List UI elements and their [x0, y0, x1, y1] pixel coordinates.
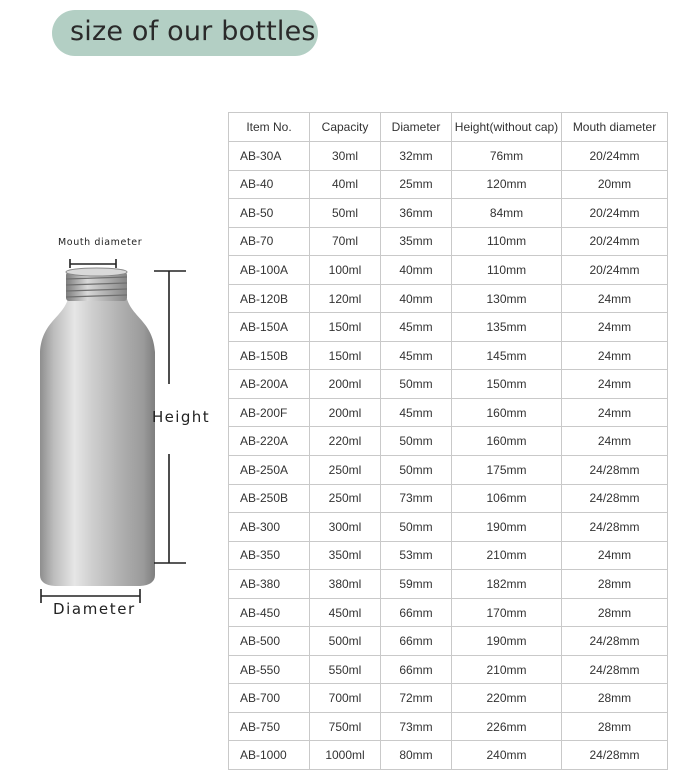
cell-item: AB-450 [229, 598, 310, 627]
cell-diameter: 72mm [381, 684, 452, 713]
cell-height: 160mm [452, 427, 562, 456]
cell-height: 210mm [452, 541, 562, 570]
table-row [229, 655, 668, 684]
cell-mouth: 20/24mm [562, 142, 668, 171]
cell-height: 76mm [452, 142, 562, 171]
cell-diameter: 66mm [381, 598, 452, 627]
table-header-row [229, 113, 668, 142]
cell-mouth: 24mm [562, 341, 668, 370]
height-label: Height [152, 408, 210, 426]
cell-height: 175mm [452, 456, 562, 485]
cell-item: AB-150A [229, 313, 310, 342]
table-row [229, 456, 668, 485]
cell-mouth: 24mm [562, 541, 668, 570]
cell-height: 182mm [452, 570, 562, 599]
cell-diameter: 66mm [381, 655, 452, 684]
cell-capacity: 150ml [310, 313, 381, 342]
cell-height: 120mm [452, 170, 562, 199]
cell-mouth: 28mm [562, 684, 668, 713]
cell-height: 160mm [452, 398, 562, 427]
mouth-diameter-label: Mouth diameter [58, 237, 143, 248]
table-row [229, 284, 668, 313]
table-row [229, 598, 668, 627]
bottle-illustration [0, 0, 225, 779]
cell-capacity: 380ml [310, 570, 381, 599]
cell-item: AB-550 [229, 655, 310, 684]
cell-mouth: 24/28mm [562, 513, 668, 542]
cell-item: AB-220A [229, 427, 310, 456]
cell-item: AB-700 [229, 684, 310, 713]
cell-diameter: 73mm [381, 484, 452, 513]
cell-height: 110mm [452, 227, 562, 256]
cell-item: AB-250A [229, 456, 310, 485]
cell-height: 170mm [452, 598, 562, 627]
cell-capacity: 750ml [310, 712, 381, 741]
cell-diameter: 40mm [381, 284, 452, 313]
cell-item: AB-50 [229, 199, 310, 228]
cell-height: 190mm [452, 513, 562, 542]
cell-diameter: 50mm [381, 427, 452, 456]
cell-item: AB-750 [229, 712, 310, 741]
cell-diameter: 59mm [381, 570, 452, 599]
table-row [229, 513, 668, 542]
cell-capacity: 40ml [310, 170, 381, 199]
cell-mouth: 28mm [562, 712, 668, 741]
cell-diameter: 50mm [381, 456, 452, 485]
cell-height: 150mm [452, 370, 562, 399]
cell-capacity: 150ml [310, 341, 381, 370]
cell-item: AB-380 [229, 570, 310, 599]
bottle-body [40, 299, 155, 586]
cell-capacity: 250ml [310, 456, 381, 485]
table-row [229, 627, 668, 656]
cell-mouth: 24/28mm [562, 655, 668, 684]
cell-item: AB-300 [229, 513, 310, 542]
col-header-height: Height(without cap) [452, 113, 562, 142]
cell-capacity: 300ml [310, 513, 381, 542]
table-row [229, 199, 668, 228]
cell-mouth: 20/24mm [562, 256, 668, 285]
col-header-diameter: Diameter [381, 113, 452, 142]
cell-diameter: 36mm [381, 199, 452, 228]
cell-item: AB-40 [229, 170, 310, 199]
cell-mouth: 24/28mm [562, 484, 668, 513]
size-table [228, 112, 668, 770]
cell-mouth: 24mm [562, 284, 668, 313]
cell-capacity: 100ml [310, 256, 381, 285]
bottle-diagram [0, 0, 225, 779]
table-row [229, 541, 668, 570]
cell-capacity: 250ml [310, 484, 381, 513]
cell-capacity: 550ml [310, 655, 381, 684]
col-header-mouth: Mouth diameter [562, 113, 668, 142]
table-row [229, 427, 668, 456]
table-row [229, 712, 668, 741]
mouth-dimension [70, 259, 116, 268]
diameter-label: Diameter [53, 600, 136, 618]
cell-item: AB-500 [229, 627, 310, 656]
table-row [229, 684, 668, 713]
cell-height: 84mm [452, 199, 562, 228]
cell-item: AB-100A [229, 256, 310, 285]
table-row [229, 256, 668, 285]
cell-diameter: 35mm [381, 227, 452, 256]
table-row [229, 370, 668, 399]
cell-mouth: 24mm [562, 370, 668, 399]
cell-mouth: 20mm [562, 170, 668, 199]
cell-capacity: 50ml [310, 199, 381, 228]
cell-item: AB-120B [229, 284, 310, 313]
cell-mouth: 20/24mm [562, 227, 668, 256]
cell-item: AB-150B [229, 341, 310, 370]
cell-diameter: 50mm [381, 370, 452, 399]
cell-diameter: 45mm [381, 398, 452, 427]
cell-height: 130mm [452, 284, 562, 313]
bottle-mouth [66, 268, 127, 276]
table-row [229, 170, 668, 199]
table-body [229, 142, 668, 770]
cell-height: 106mm [452, 484, 562, 513]
cell-height: 210mm [452, 655, 562, 684]
cell-capacity: 30ml [310, 142, 381, 171]
page-title: size of our bottles [70, 16, 316, 47]
table-row [229, 570, 668, 599]
table-row [229, 484, 668, 513]
cell-mouth: 24mm [562, 398, 668, 427]
cell-capacity: 500ml [310, 627, 381, 656]
cell-mouth: 20/24mm [562, 199, 668, 228]
cell-capacity: 350ml [310, 541, 381, 570]
cell-diameter: 45mm [381, 313, 452, 342]
table-row [229, 227, 668, 256]
table-row [229, 313, 668, 342]
cell-diameter: 45mm [381, 341, 452, 370]
cell-height: 190mm [452, 627, 562, 656]
cell-item: AB-30A [229, 142, 310, 171]
cell-height: 110mm [452, 256, 562, 285]
cell-capacity: 1000ml [310, 741, 381, 770]
cell-mouth: 24/28mm [562, 741, 668, 770]
table-row [229, 398, 668, 427]
cell-item: AB-250B [229, 484, 310, 513]
cell-diameter: 66mm [381, 627, 452, 656]
cell-item: AB-70 [229, 227, 310, 256]
cell-diameter: 53mm [381, 541, 452, 570]
cell-mouth: 24/28mm [562, 627, 668, 656]
table-row [229, 741, 668, 770]
cell-height: 145mm [452, 341, 562, 370]
cell-capacity: 700ml [310, 684, 381, 713]
cell-capacity: 450ml [310, 598, 381, 627]
cell-diameter: 32mm [381, 142, 452, 171]
cell-diameter: 50mm [381, 513, 452, 542]
cell-capacity: 200ml [310, 370, 381, 399]
cell-capacity: 200ml [310, 398, 381, 427]
cell-height: 135mm [452, 313, 562, 342]
cell-item: AB-200A [229, 370, 310, 399]
cell-diameter: 40mm [381, 256, 452, 285]
cell-diameter: 73mm [381, 712, 452, 741]
table-row [229, 142, 668, 171]
cell-height: 220mm [452, 684, 562, 713]
cell-height: 240mm [452, 741, 562, 770]
cell-diameter: 25mm [381, 170, 452, 199]
cell-diameter: 80mm [381, 741, 452, 770]
cell-height: 226mm [452, 712, 562, 741]
cell-mouth: 24/28mm [562, 456, 668, 485]
cell-mouth: 28mm [562, 570, 668, 599]
col-header-item: Item No. [229, 113, 310, 142]
cell-mouth: 28mm [562, 598, 668, 627]
cell-capacity: 220ml [310, 427, 381, 456]
cell-item: AB-350 [229, 541, 310, 570]
cell-capacity: 120ml [310, 284, 381, 313]
table-row [229, 341, 668, 370]
cell-item: AB-1000 [229, 741, 310, 770]
cell-mouth: 24mm [562, 313, 668, 342]
cell-item: AB-200F [229, 398, 310, 427]
col-header-capacity: Capacity [310, 113, 381, 142]
cell-capacity: 70ml [310, 227, 381, 256]
cell-mouth: 24mm [562, 427, 668, 456]
